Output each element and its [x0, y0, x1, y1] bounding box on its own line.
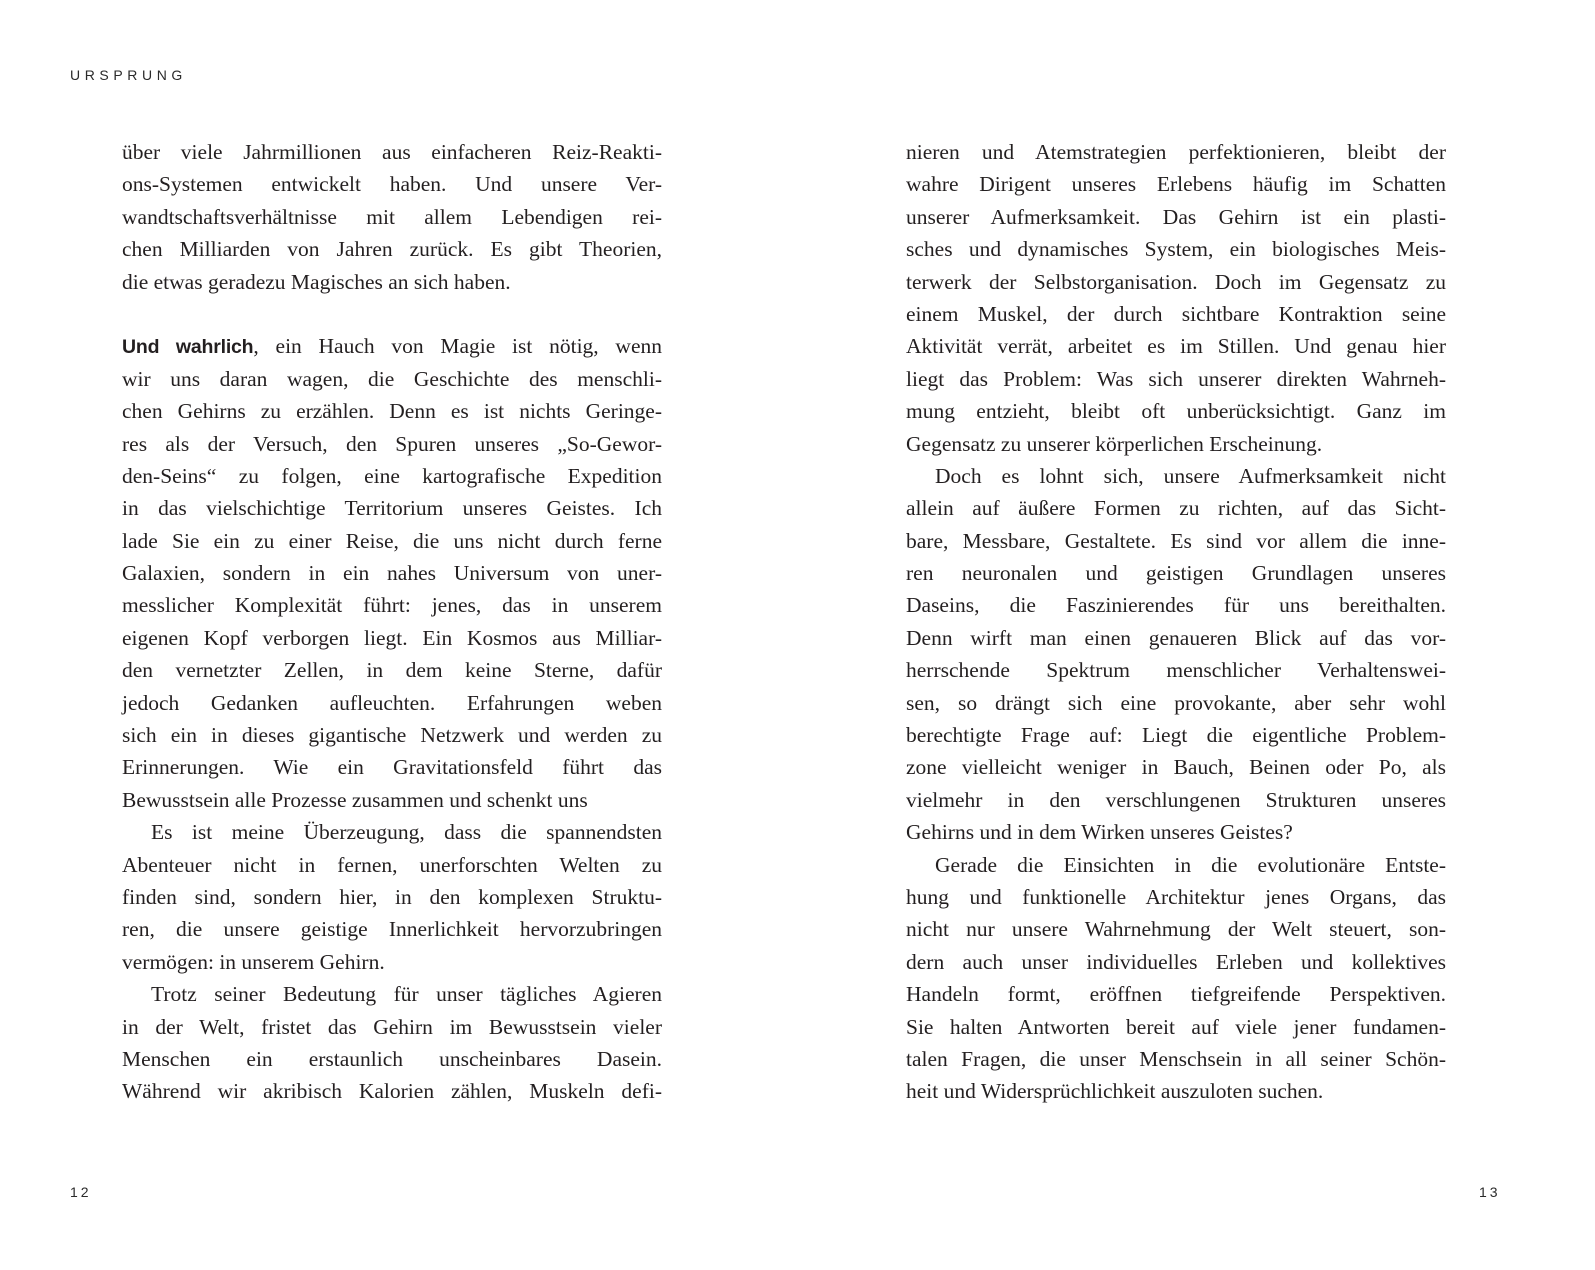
text-line: Galaxien, sondern in ein nahes Universum von uner- — [122, 561, 662, 586]
text-line: Abenteuer nicht in fernen, unerforschten Welten zu — [122, 852, 662, 877]
section-break — [122, 298, 662, 330]
text-line: einem Muskel, der durch sichtbare Kontraktion seine — [906, 301, 1446, 326]
text-line: chen Gehirns zu erzählen. Denn es ist nichts Geringe- — [122, 399, 662, 424]
paragraph — [906, 849, 1446, 1108]
text-line: messlicher Komplexität führt: jenes, das in unserem — [122, 593, 662, 618]
text-line: wir uns daran wagen, die Geschichte des menschli- — [122, 366, 662, 391]
text-line: den-Seins“ zu folgen, eine kartografische Expedition — [122, 463, 662, 488]
text-line: Es ist meine Überzeugung, dass die spannendsten — [151, 820, 662, 845]
text-line: wandtschaftsverhältnisse mit allem Lebendigen rei- — [122, 204, 662, 229]
text-line: wahre Dirigent unseres Erlebens häufig im Schatten — [906, 172, 1446, 197]
left-page-text — [122, 136, 662, 1108]
text-line: finden sind, sondern hier, in den komplexen Struktu- — [122, 884, 662, 909]
text-line: Doch es lohnt sich, unsere Aufmerksamkeit nicht — [935, 463, 1446, 488]
text-line: Bewusstsein alle Prozesse zusammen und schenkt uns — [122, 787, 588, 812]
text-line: vielmehr in den verschlungenen Strukturen unseres — [906, 787, 1446, 812]
running-head: URSPRUNG — [70, 67, 187, 83]
text-line — [122, 330, 662, 362]
text-line: Aktivität verrät, arbeitet es im Stillen. Und genau hier — [906, 334, 1446, 359]
right-page-text — [906, 136, 1446, 1108]
page-number-right: 13 — [1479, 1184, 1501, 1200]
text-line: Gegensatz zu unserer körperlichen Erscheinung. — [906, 431, 1323, 456]
text-line: Trotz seiner Bedeutung für unser tägliches Agieren — [151, 982, 662, 1007]
text-line: ren neuronalen und geistigen Grundlagen unseres — [906, 561, 1446, 586]
text-line: heit und Widersprüchlichkeit auszuloten suchen. — [906, 1079, 1324, 1104]
lead-in-text: Und wahrlich — [122, 336, 254, 359]
text-line: bare, Messbare, Gestaltete. Es sind vor allem die inne- — [906, 528, 1446, 553]
text-line: Menschen ein erstaunlich unscheinbares Dasein. — [122, 1046, 662, 1071]
text-line: herrschende Spektrum menschlicher Verhaltenswei- — [906, 658, 1446, 683]
text-line: ren, die unsere geistige Innerlichkeit hervorzubringen — [122, 917, 662, 942]
text-line: dern auch unser individuelles Erleben und kollektives — [906, 949, 1446, 974]
text-line: zone vielleicht weniger in Bauch, Beinen oder Po, als — [906, 755, 1446, 780]
paragraph — [122, 978, 662, 1108]
text-line: allein auf äußere Formen zu richten, auf das Sicht- — [906, 496, 1446, 521]
text-line: mung entzieht, bleibt oft unberücksichtigt. Ganz im — [906, 399, 1446, 424]
paragraph — [122, 330, 662, 816]
text-line: nieren und Atemstrategien perfektionieren, bleibt der — [906, 140, 1446, 164]
text-line: unserer Aufmerksamkeit. Das Gehirn ist ein plasti- — [906, 204, 1446, 229]
text-line: sich ein in dieses gigantische Netzwerk und werden zu — [122, 723, 662, 748]
text-line: den vernetzter Zellen, in dem keine Sterne, dafür — [122, 658, 662, 683]
text-line: über viele Jahrmillionen aus einfacheren Reiz-Reakti- — [122, 140, 662, 164]
paragraph — [122, 136, 662, 298]
text-line: in der Welt, fristet das Gehirn im Bewusstsein vieler — [122, 1014, 662, 1039]
text-line: ons-Systemen entwickelt haben. Und unsere Ver- — [122, 172, 662, 197]
paragraph — [906, 136, 1446, 460]
text-line: berechtigte Frage auf: Liegt die eigentliche Problem- — [906, 723, 1446, 748]
text-line: Denn wirft man einen genaueren Blick auf das vor- — [906, 625, 1446, 650]
text-line: lade Sie ein zu einer Reise, die uns nicht durch ferne — [122, 528, 662, 553]
text-line: die etwas geradezu Magisches an sich haben. — [122, 269, 511, 294]
text-line: terwerk der Selbstorganisation. Doch im Gegensatz zu — [906, 269, 1446, 294]
text-line: Sie halten Antworten bereit auf viele jener fundamen- — [906, 1014, 1446, 1039]
paragraph — [906, 460, 1446, 849]
text-line: talen Fragen, die unser Menschsein in all seiner Schön- — [906, 1046, 1446, 1071]
text-line: liegt das Problem: Was sich unserer direkten Wahrneh- — [906, 366, 1446, 391]
text-line: Handeln formt, eröffnen tiefgreifende Perspektiven. — [906, 982, 1446, 1007]
text-line: sches und dynamisches System, ein biologisches Meis- — [906, 237, 1446, 262]
text-line: sen, so drängt sich eine provokante, aber sehr wohl — [906, 690, 1446, 715]
text-line: in das vielschichtige Territorium unseres Geistes. Ich — [122, 496, 662, 521]
text-line: nicht nur unsere Wahrnehmung der Welt steuert, son- — [906, 917, 1446, 942]
text-line: Während wir akribisch Kalorien zählen, Muskeln defi- — [122, 1079, 662, 1104]
text-line: vermögen: in unserem Gehirn. — [122, 949, 385, 974]
paragraph — [122, 816, 662, 978]
text-line: Gehirns und in dem Wirken unseres Geistes? — [906, 820, 1293, 845]
text-run: , ein Hauch von Magie ist nötig, wenn — [253, 334, 662, 359]
text-line: Daseins, die Faszinierendes für uns bereithalten. — [906, 593, 1446, 618]
text-line: hung und funktionelle Architektur jenes Organs, das — [906, 884, 1446, 909]
text-line: res als der Versuch, den Spuren unseres „So-Gewor- — [122, 431, 662, 456]
text-line: Erinnerungen. Wie ein Gravitationsfeld führt das — [122, 755, 662, 780]
text-line: Gerade die Einsichten in die evolutionäre Entste- — [935, 852, 1446, 877]
text-line: eigenen Kopf verborgen liegt. Ein Kosmos aus Milliar- — [122, 625, 662, 650]
text-line: jedoch Gedanken aufleuchten. Erfahrungen weben — [122, 690, 662, 715]
text-line: chen Milliarden von Jahren zurück. Es gibt Theorien, — [122, 237, 662, 262]
page-number-left: 12 — [70, 1184, 92, 1200]
